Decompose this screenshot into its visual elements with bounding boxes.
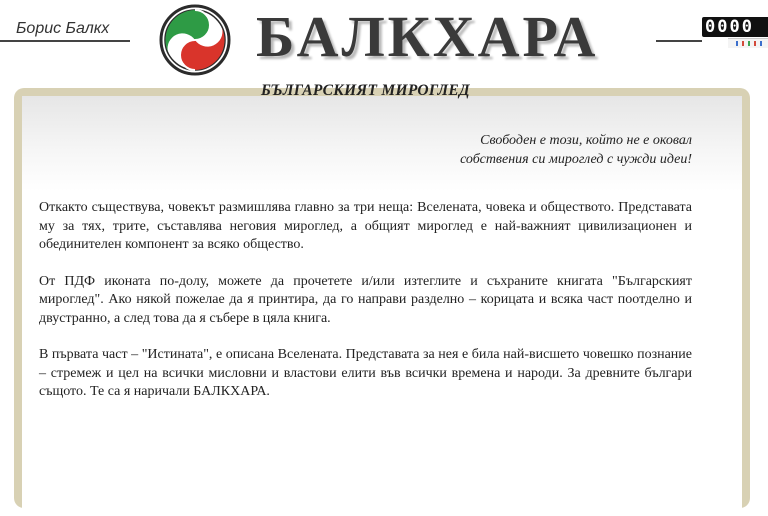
epigraph-quote (39, 131, 692, 169)
paragraph-intro: Откакто съществува, човекът размишлява главно за три неща: Вселената, човека и обществото. Представата му за тях, трите, съставлява неговия мироглед, а общият мироглед е най-важният цивилизационен и обединителен компонент за всяко общество. (39, 200, 692, 252)
header-divider-right (656, 40, 702, 42)
author-underline (0, 40, 130, 42)
paragraph-part-one: В първата част – "Истината", е описана Вселената. Представата за нея е била най-висшето човешко познание – стремеж и цел на всички мисловни и властови елити във всички времена и народи. За древните българи същото. Те са я наричали БАЛКХАРА. (39, 347, 692, 399)
quote-line-1: Свободен е този, който не е оковал (480, 133, 692, 148)
counter-flags-icon (728, 38, 768, 48)
site-header (0, 0, 768, 86)
site-title[interactable]: БАЛКХАРА (256, 4, 599, 69)
quote-line-2: собствения си мироглед с чужди идеи! (460, 152, 692, 167)
balkhara-logo-icon[interactable] (159, 4, 231, 76)
author-name[interactable]: Борис Балкх (16, 20, 110, 37)
paragraph-pdf-info: От ПДФ иконата по-долу, можете да прочетете и/или изтеглите и съхраните книгата "Българският мироглед". Ако някой пожелае да я принтира, да го направи разделно – корицата и всяка част поотделно и двустранно, а след това да я събере в цяла книга. (39, 273, 692, 326)
visitor-counter[interactable]: 0000 (702, 17, 768, 37)
article-title: БЪЛГАРСКИЯТ МИРОГЛЕД (261, 82, 470, 99)
article (39, 82, 692, 420)
